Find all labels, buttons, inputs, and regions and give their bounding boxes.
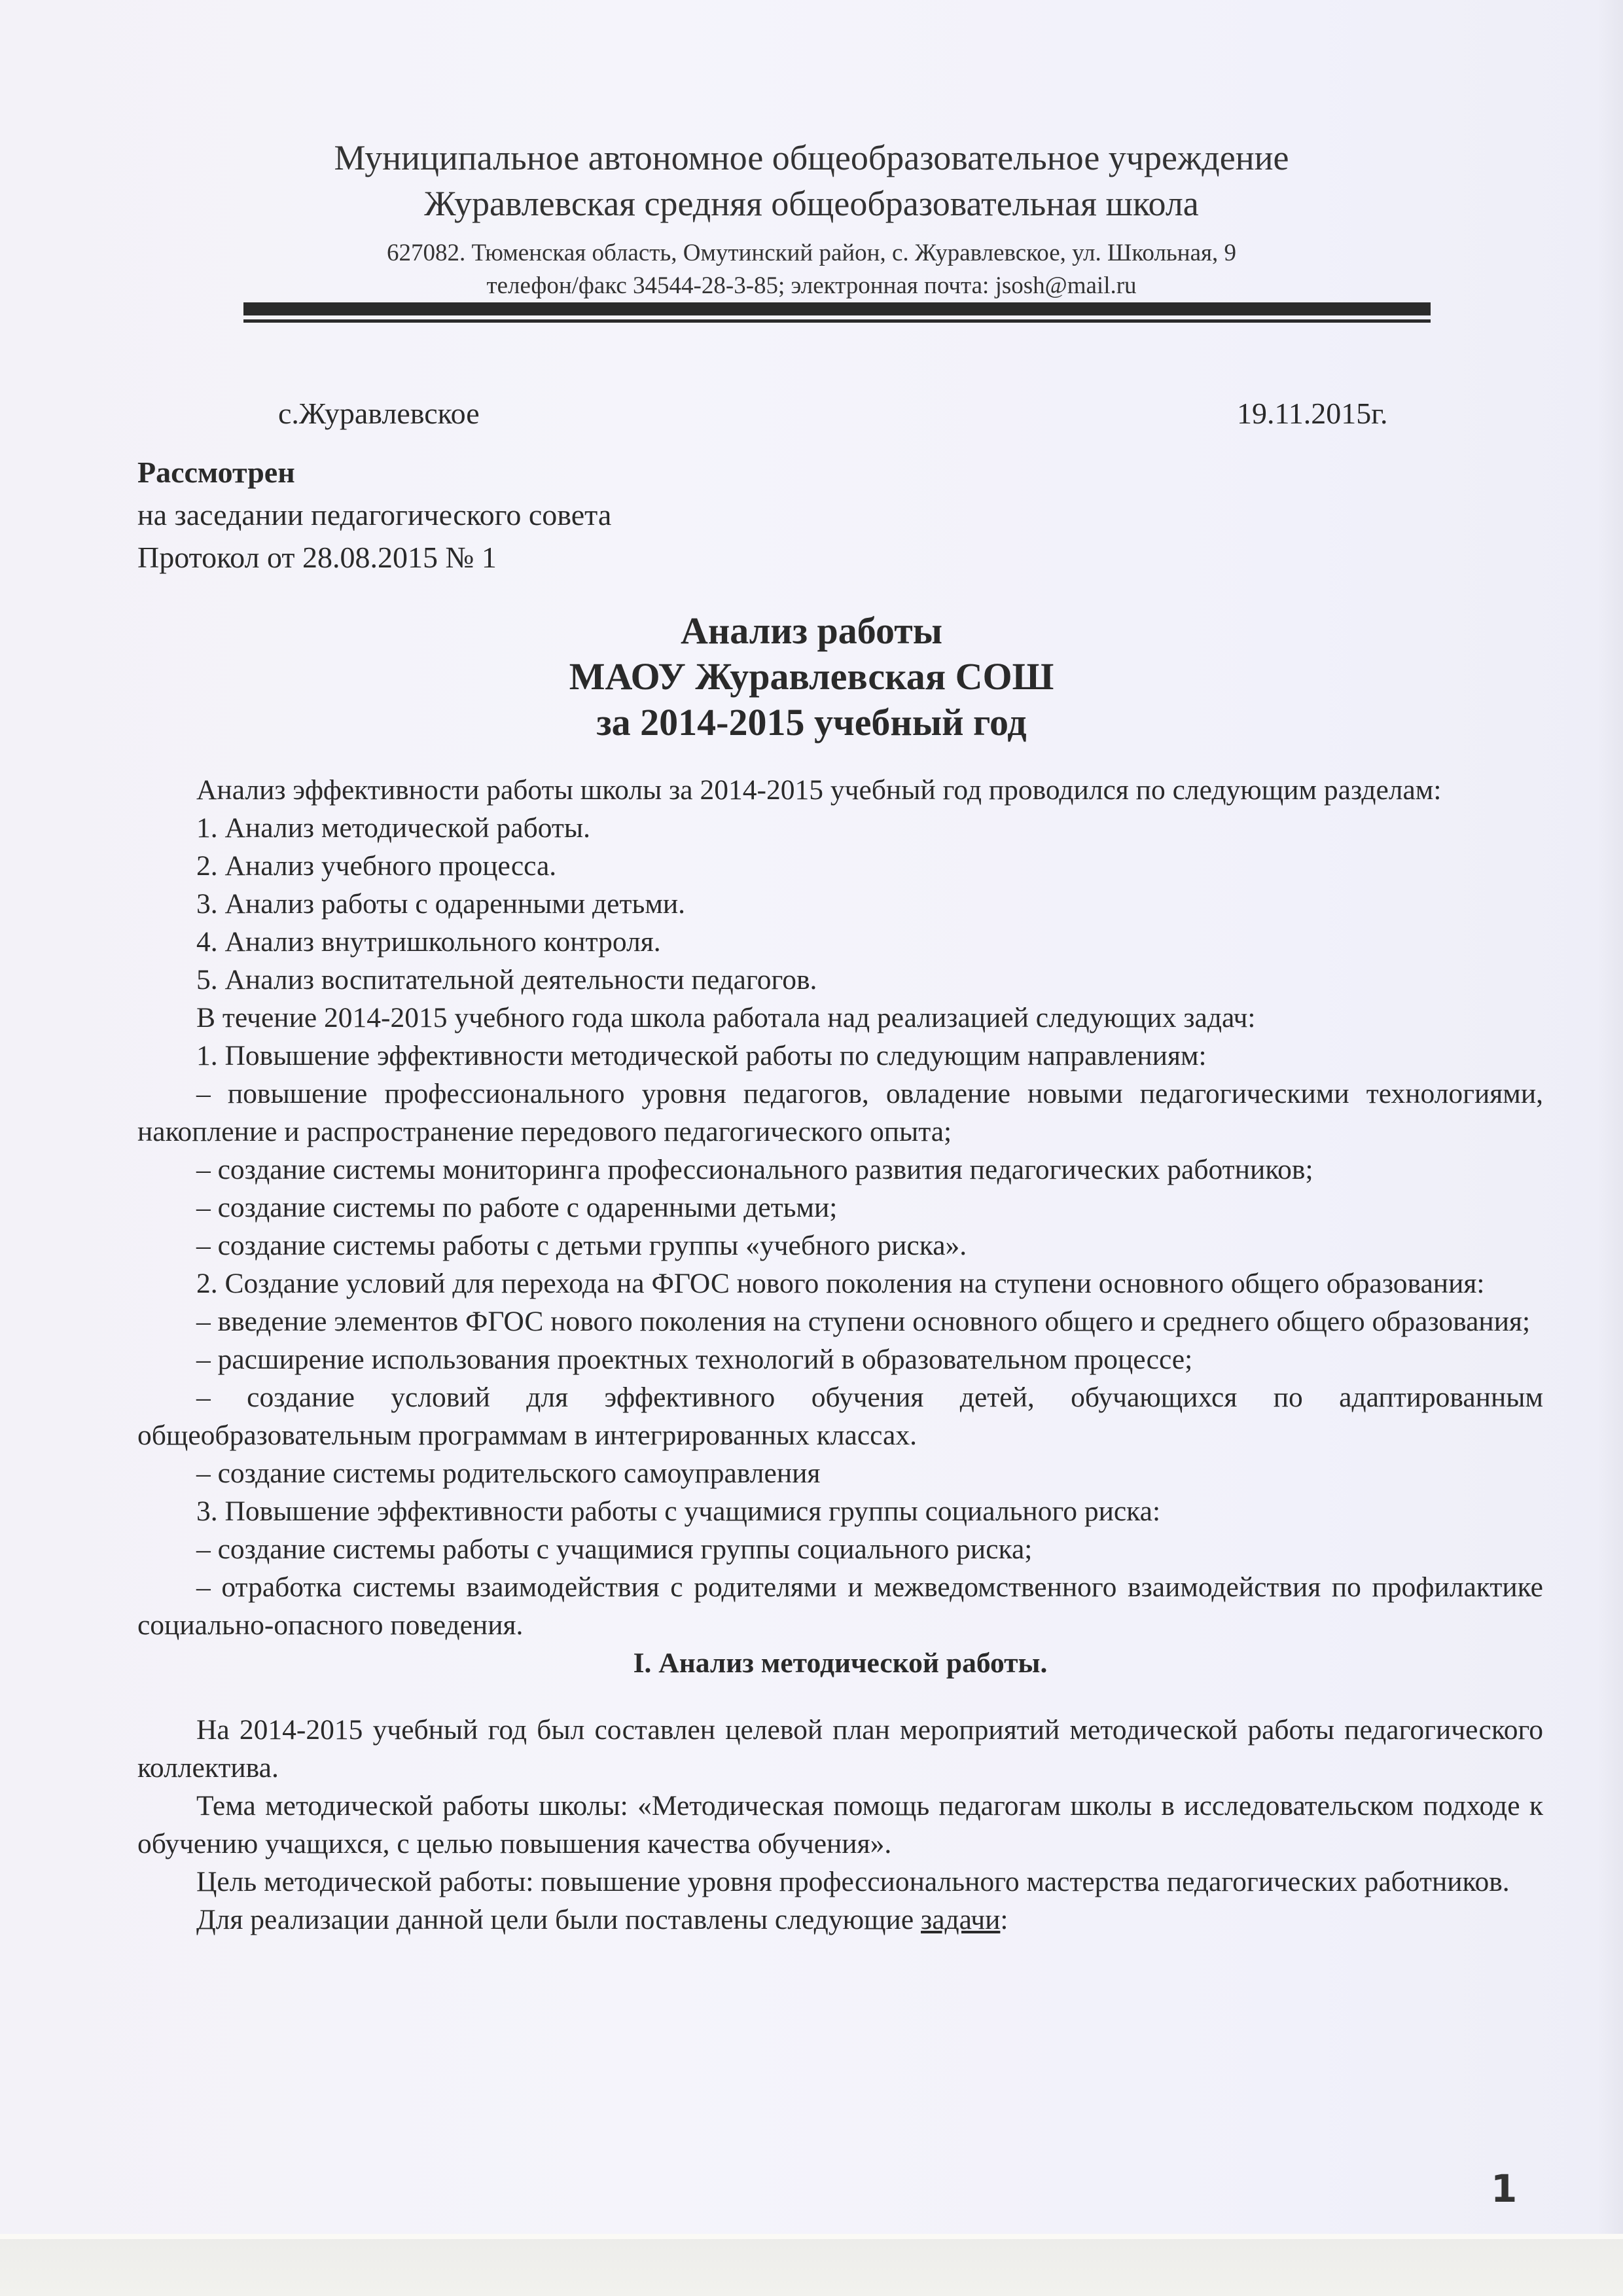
protocol-reference: Протокол от 28.08.2015 № 1 bbox=[137, 541, 497, 574]
sections-list bbox=[137, 809, 1543, 999]
scan-bottom-edge bbox=[0, 2234, 1623, 2296]
document-body bbox=[137, 771, 1543, 1939]
task-item: – введение элементов ФГОС нового поколения на ступени основного общего и среднего общего образования; bbox=[196, 1306, 1531, 1337]
goal-paragraph: Цель методической работы: повышение уровня профессионального мастерства педагогических работников. bbox=[196, 1866, 1510, 1897]
plan-paragraph: На 2014-2015 учебный год был составлен целевой план мероприятий методической работы педагогического коллектива. bbox=[137, 1714, 1543, 1784]
list-item: 5. Анализ воспитательной деятельности педагогов. bbox=[196, 964, 817, 996]
letterhead-rule-thick bbox=[243, 302, 1431, 315]
reviewed-at: на заседании педагогического совета bbox=[137, 498, 612, 531]
task-heading: 1. Повышение эффективности методической работы по следующим направлениям: bbox=[196, 1040, 1207, 1071]
task-group bbox=[137, 1037, 1543, 1265]
tasks-intro: В течение 2014-2015 учебного года школа работала над реализацией следующих задач: bbox=[196, 1002, 1256, 1033]
spacer bbox=[137, 1682, 1543, 1711]
scan-edge-shadow bbox=[1597, 0, 1623, 2296]
document-title-line1: Анализ работы bbox=[680, 609, 943, 652]
list-item: 3. Анализ работы с одаренными детьми. bbox=[196, 888, 686, 920]
task-item: – повышение профессионального уровня педагогов, овладение новыми педагогическими технологиями, накопление и распространение передового педагогического опыта; bbox=[137, 1078, 1543, 1147]
tasks-lead-paragraph bbox=[137, 1901, 1543, 1939]
list-item: 1. Анализ методической работы. bbox=[196, 812, 590, 844]
org-name-line1: Муниципальное автономное общеобразовательное учреждение bbox=[334, 138, 1289, 177]
task-heading: 2. Создание условий для перехода на ФГОС нового поколения на ступени основного общего образования: bbox=[196, 1268, 1485, 1299]
document-title-line2: МАОУ Журавлевская СОШ bbox=[569, 655, 1054, 698]
task-group bbox=[137, 1265, 1543, 1492]
section-heading: I. Анализ методической работы. bbox=[633, 1647, 1048, 1679]
list-item: 2. Анализ учебного процесса. bbox=[196, 850, 557, 882]
document-place: с.Журавлевское bbox=[278, 397, 480, 430]
org-name-line2: Журавлевская средняя общеобразовательная школа bbox=[424, 184, 1199, 223]
org-address: 627082. Тюменская область, Омутинский район, с. Журавлевское, ул. Школьная, 9 bbox=[386, 240, 1237, 266]
task-item: – создание системы мониторинга профессионального развития педагогических работников; bbox=[196, 1154, 1313, 1185]
document-date: 19.11.2015г. bbox=[1237, 397, 1388, 430]
document-title-line3: за 2014-2015 учебный год bbox=[596, 701, 1027, 744]
tasks-colon: : bbox=[1000, 1904, 1008, 1935]
task-group bbox=[137, 1492, 1543, 1644]
task-item: – создание системы работы с учащимися группы социального риска; bbox=[196, 1534, 1033, 1565]
task-item: – создание условий для эффективного обучения детей, обучающихся по адаптированным общеобразовательным программам в интегрированных классах. bbox=[137, 1382, 1543, 1451]
task-heading: 3. Повышение эффективности работы с учащимися группы социального риска: bbox=[196, 1496, 1161, 1527]
intro-paragraph: Анализ эффективности работы школы за 2014-2015 учебный год проводился по следующим разделам: bbox=[196, 774, 1442, 806]
org-contacts: телефон/факс 34544-28-3-85; электронная почта: jsosh@mail.ru bbox=[486, 272, 1137, 299]
tasks-word-underlined: задачи bbox=[921, 1904, 1001, 1935]
task-item: – расширение использования проектных технологий в образовательном процессе; bbox=[196, 1344, 1193, 1375]
task-item: – отработка системы взаимодействия с родителями и межведомственного взаимодействия по профилактике социально-опасного поведения. bbox=[137, 1571, 1543, 1641]
task-item: – создание системы родительского самоуправления bbox=[196, 1458, 821, 1489]
task-item: – создание системы по работе с одаренными детьми; bbox=[196, 1192, 838, 1223]
letterhead-rule-thin bbox=[243, 319, 1431, 323]
list-item: 4. Анализ внутришкольного контроля. bbox=[196, 926, 661, 958]
page-number: 1 bbox=[1491, 2166, 1518, 2211]
task-item: – создание системы работы с детьми группы «учебного риска». bbox=[196, 1230, 967, 1261]
theme-paragraph: Тема методической работы школы: «Методическая помощь педагогам школы в исследовательском подходе к обучению учащихся, с целью повышения качества обучения». bbox=[137, 1790, 1543, 1859]
tasks-lead-text: Для реализации данной цели были поставлены следующие bbox=[196, 1904, 921, 1935]
reviewed-label: Рассмотрен bbox=[137, 456, 295, 489]
